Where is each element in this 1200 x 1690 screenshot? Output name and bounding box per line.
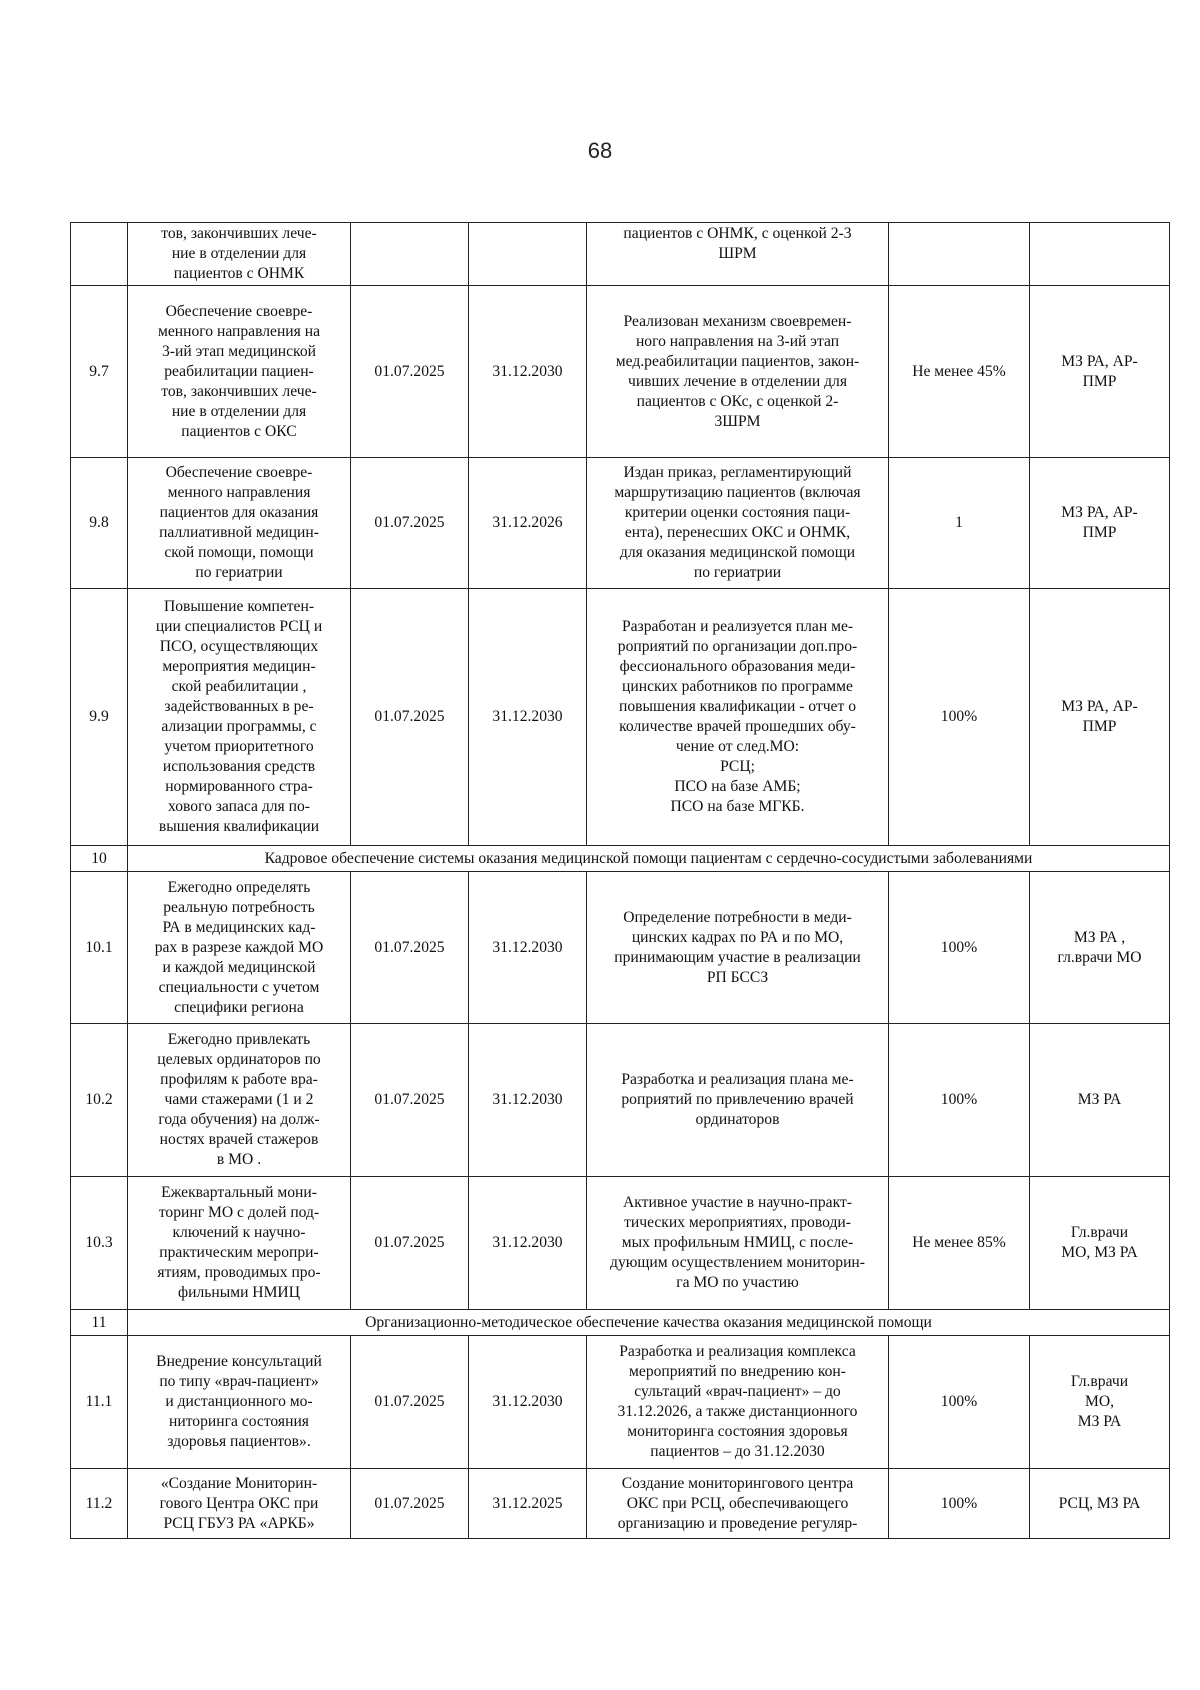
responsible-cell: МЗ РА, АР- ПМР — [1030, 286, 1170, 458]
indicator-cell — [889, 223, 1030, 286]
result-cell: Создание мониторингового центра ОКС при РСЦ, обеспечивающего организацию и проведение регуляр- — [587, 1469, 889, 1539]
responsible-cell: РСЦ, МЗ РА — [1030, 1469, 1170, 1539]
section-title: Кадровое обеспечение системы оказания медицинской помощи пациентам с сердечно-сосудистыми заболеваниями — [128, 846, 1170, 872]
item-number: 9.9 — [71, 589, 128, 846]
responsible-cell — [1030, 223, 1170, 286]
table-row — [71, 589, 1170, 846]
item-number: 10.2 — [71, 1024, 128, 1177]
result-cell: Реализован механизм своевремен- ного направления на 3-ий этап мед.реабилитации пациентов, закон- чивших лечение в отделении для пациентов с ОКс, с оценкой 2- 3ШРМ — [587, 286, 889, 458]
end-date-cell: 31.12.2030 — [469, 589, 587, 846]
page-number: 68 — [587, 138, 613, 163]
result-cell: Разработан и реализуется план ме- роприятий по организации доп.про- фессионального образования меди- цинских работников по программе повышения квалификации - отчет о количестве врачей прошедших обу- чение от след.МО: РСЦ; ПСО на базе АМБ; ПСО на базе МГКБ. — [587, 589, 889, 846]
item-number: 10.3 — [71, 1177, 128, 1310]
activity-cell: Обеспечение своевре- менного направления пациентов для оказания паллиативной медицин- ской помощи, помощи по гериатрии — [128, 458, 351, 589]
end-date-cell: 31.12.2030 — [469, 1024, 587, 1177]
responsible-cell: МЗ РА, АР- ПМР — [1030, 589, 1170, 846]
end-date-cell: 31.12.2026 — [469, 458, 587, 589]
responsible-cell: МЗ РА, АР- ПМР — [1030, 458, 1170, 589]
result-cell: Определение потребности в меди- цинских кадрах по РА и по МО, принимающим участие в реализации РП БССЗ — [587, 872, 889, 1024]
start-date-cell — [351, 223, 469, 286]
activity-cell: «Создание Мониторин- гового Центра ОКС при РСЦ ГБУЗ РА «АРКБ» — [128, 1469, 351, 1539]
table-row — [71, 223, 1170, 286]
start-date-cell: 01.07.2025 — [351, 458, 469, 589]
item-number: 10.1 — [71, 872, 128, 1024]
responsible-cell: Гл.врачи МО, МЗ РА — [1030, 1177, 1170, 1310]
start-date-cell: 01.07.2025 — [351, 872, 469, 1024]
result-cell: Разработка и реализация плана ме- роприятий по привлечению врачей ординаторов — [587, 1024, 889, 1177]
responsible-cell: МЗ РА , гл.врачи МО — [1030, 872, 1170, 1024]
indicator-cell: 100% — [889, 1336, 1030, 1469]
section-number: 11 — [71, 1310, 128, 1336]
table-row — [71, 1177, 1170, 1310]
item-number: 9.7 — [71, 286, 128, 458]
start-date-cell: 01.07.2025 — [351, 1336, 469, 1469]
result-cell: Издан приказ, регламентирующий маршрутизацию пациентов (включая критерии оценки состояния паци- ента), перенесших ОКС и ОНМК, для оказания медицинской помощи по гериатрии — [587, 458, 889, 589]
result-cell: Разработка и реализация комплекса мероприятий по внедрению кон- сультаций «врач-пациент» – до 31.12.2026, а также дистанционного мониторинга состояния здоровья пациентов – до 31.12.2030 — [587, 1336, 889, 1469]
indicator-cell: Не менее 85% — [889, 1177, 1030, 1310]
start-date-cell: 01.07.2025 — [351, 589, 469, 846]
indicator-cell: 100% — [889, 1024, 1030, 1177]
activities-table — [70, 222, 1170, 1539]
section-row — [71, 846, 1170, 872]
responsible-cell: Гл.врачи МО, МЗ РА — [1030, 1336, 1170, 1469]
indicator-cell: 100% — [889, 872, 1030, 1024]
table-row — [71, 458, 1170, 589]
end-date-cell: 31.12.2030 — [469, 286, 587, 458]
end-date-cell: 31.12.2030 — [469, 1336, 587, 1469]
activity-cell: Повышение компетен- ции специалистов РСЦ и ПСО, осуществляющих мероприятия медицин- ской реабилитации , задействованных в ре- ализации программы, с учетом приоритетного использования средств нормированного стра- хового запаса для по- вышения квалификации — [128, 589, 351, 846]
indicator-cell: Не менее 45% — [889, 286, 1030, 458]
table-row — [71, 1024, 1170, 1177]
activity-cell: Обеспечение своевре- менного направления на 3-ий этап медицинской реабилитации пациен- тов, закончивших лече- ние в отделении для пациентов с ОКС — [128, 286, 351, 458]
item-number — [71, 223, 128, 286]
table-row — [71, 286, 1170, 458]
start-date-cell: 01.07.2025 — [351, 1024, 469, 1177]
activity-cell: Ежеквартальный мони- торинг МО с долей под- ключений к научно- практическим меропри- ятиям, проводимых про- фильными НМИЦ — [128, 1177, 351, 1310]
item-number: 9.8 — [71, 458, 128, 589]
end-date-cell: 31.12.2025 — [469, 1469, 587, 1539]
section-number: 10 — [71, 846, 128, 872]
indicator-cell: 100% — [889, 1469, 1030, 1539]
result-cell: Активное участие в научно-практ- тических мероприятиях, проводи- мых профильным НМИЦ, с после- дующим осуществлением мониторин- га МО по участию — [587, 1177, 889, 1310]
start-date-cell: 01.07.2025 — [351, 1469, 469, 1539]
result-cell: пациентов с ОНМК, с оценкой 2-3 ШРМ — [587, 223, 889, 286]
section-title: Организационно-методическое обеспечение качества оказания медицинской помощи — [128, 1310, 1170, 1336]
table-row — [71, 872, 1170, 1024]
indicator-cell: 1 — [889, 458, 1030, 589]
indicator-cell: 100% — [889, 589, 1030, 846]
start-date-cell: 01.07.2025 — [351, 1177, 469, 1310]
section-row — [71, 1310, 1170, 1336]
table-row — [71, 1336, 1170, 1469]
activity-cell: Ежегодно определять реальную потребность РА в медицинских кад- рах в разрезе каждой МО и каждой медицинской специальности с учетом специфики региона — [128, 872, 351, 1024]
responsible-cell: МЗ РА — [1030, 1024, 1170, 1177]
end-date-cell: 31.12.2030 — [469, 872, 587, 1024]
activity-cell: Ежегодно привлекать целевых ординаторов по профилям к работе вра- чами стажерами (1 и 2 года обучения) на долж- ностях врачей стажеров в МО . — [128, 1024, 351, 1177]
activity-cell: тов, закончивших лече- ние в отделении для пациентов с ОНМК — [128, 223, 351, 286]
table-row — [71, 1469, 1170, 1539]
item-number: 11.1 — [71, 1336, 128, 1469]
end-date-cell — [469, 223, 587, 286]
activity-cell: Внедрение консультаций по типу «врач-пациент» и дистанционного мо- ниторинга состояния здоровья пациентов». — [128, 1336, 351, 1469]
item-number: 11.2 — [71, 1469, 128, 1539]
end-date-cell: 31.12.2030 — [469, 1177, 587, 1310]
start-date-cell: 01.07.2025 — [351, 286, 469, 458]
